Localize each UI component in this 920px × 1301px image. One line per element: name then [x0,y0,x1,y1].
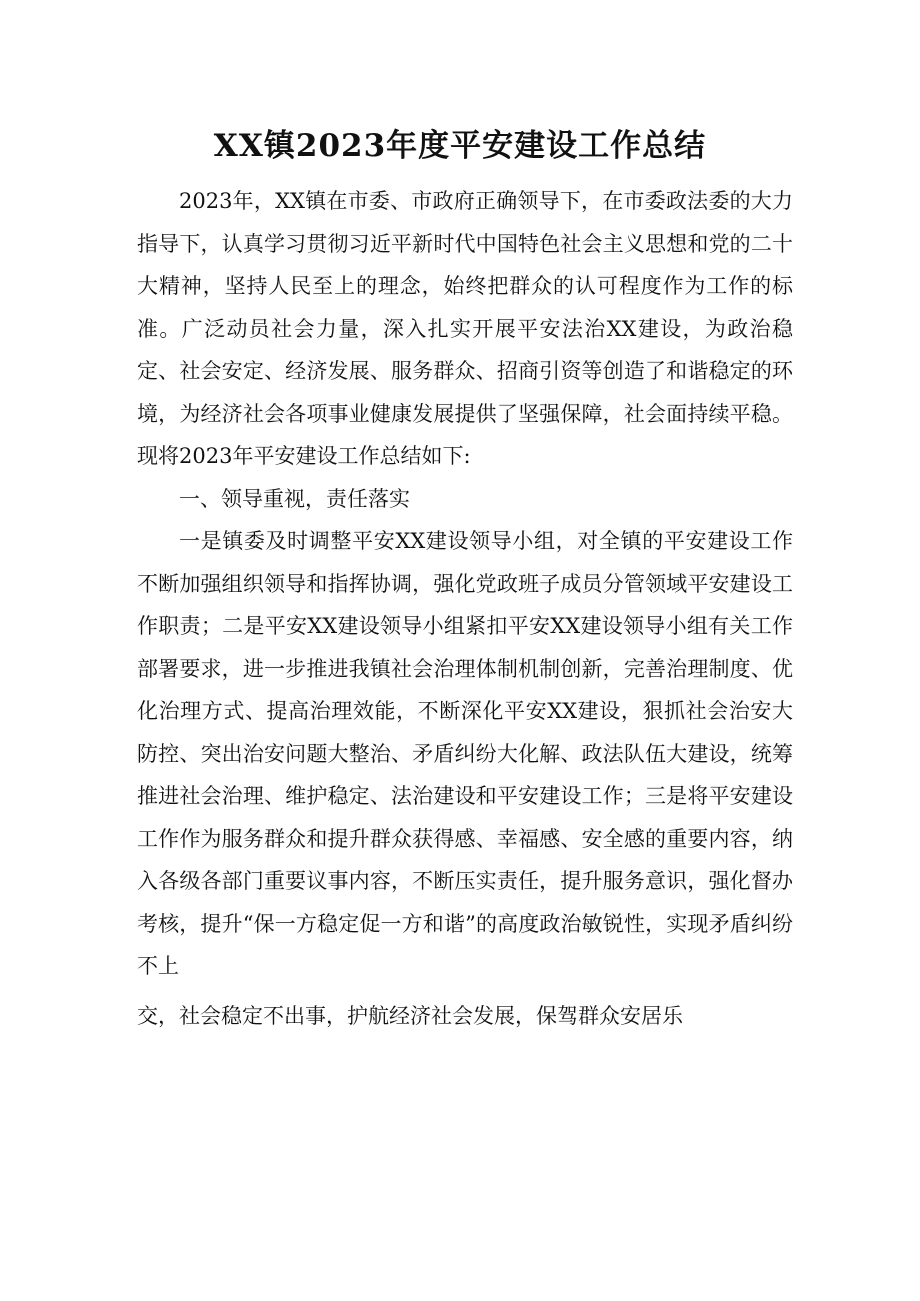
document-title: XX镇2023年度平安建设工作总结 [213,128,707,164]
continuation-line: 交，社会稳定不出事，护航经济社会发展，保驾群众安居乐 [137,1003,683,1028]
section-heading-1: 一、领导重视，责任落实 [179,486,410,511]
section-1-paragraph: 一是镇委及时调整平安XX建设领导小组，对全镇的平安建设工作不断加强组织领导和指挥协调，强化党政班子成员分管领域平安建设工作职责；二是平安XX建设领导小组紧扣平安XX建设领导小组有关工作部署要求，进一步推进我镇社会治理体制机制创新，完善治理制度、优化治理方式、提高治理效能，不断深化平安XX建设，狠抓社会治安大防控、突出治安问题大整治、矛盾纠纷大化解、政法队伍大建设，统筹推进社会治理、维护稳定、法治建设和平安建设工作；三是将平安建设工作作为服务群众和提升群众获得感、幸福感、安全感的重要内容，纳入各级各部门重要议事内容，不断压实责任，提升服务意识，强化督办考核，提升“保一方稳定促一方和谐”的高度政治敏锐性，实现矛盾纠纷不上 [137,529,793,978]
document-body [137,180,793,1037]
intro-paragraph: 2023年，XX镇在市委、市政府正确领导下，在市委政法委的大力指导下，认真学习贯彻习近平新时代中国特色社会主义思想和党的二十大精神，坚持人民至上的理念，始终把群众的认可程度作为工作的标准。广泛动员社会力量，深入扎实开展平安法治XX建设，为政治稳定、社会安定、经济发展、服务群众、招商引资等创造了和谐稳定的环境，为经济社会各项事业健康发展提供了坚强保障，社会面持续平稳。现将2023年平安建设工作总结如下: [137,189,793,468]
